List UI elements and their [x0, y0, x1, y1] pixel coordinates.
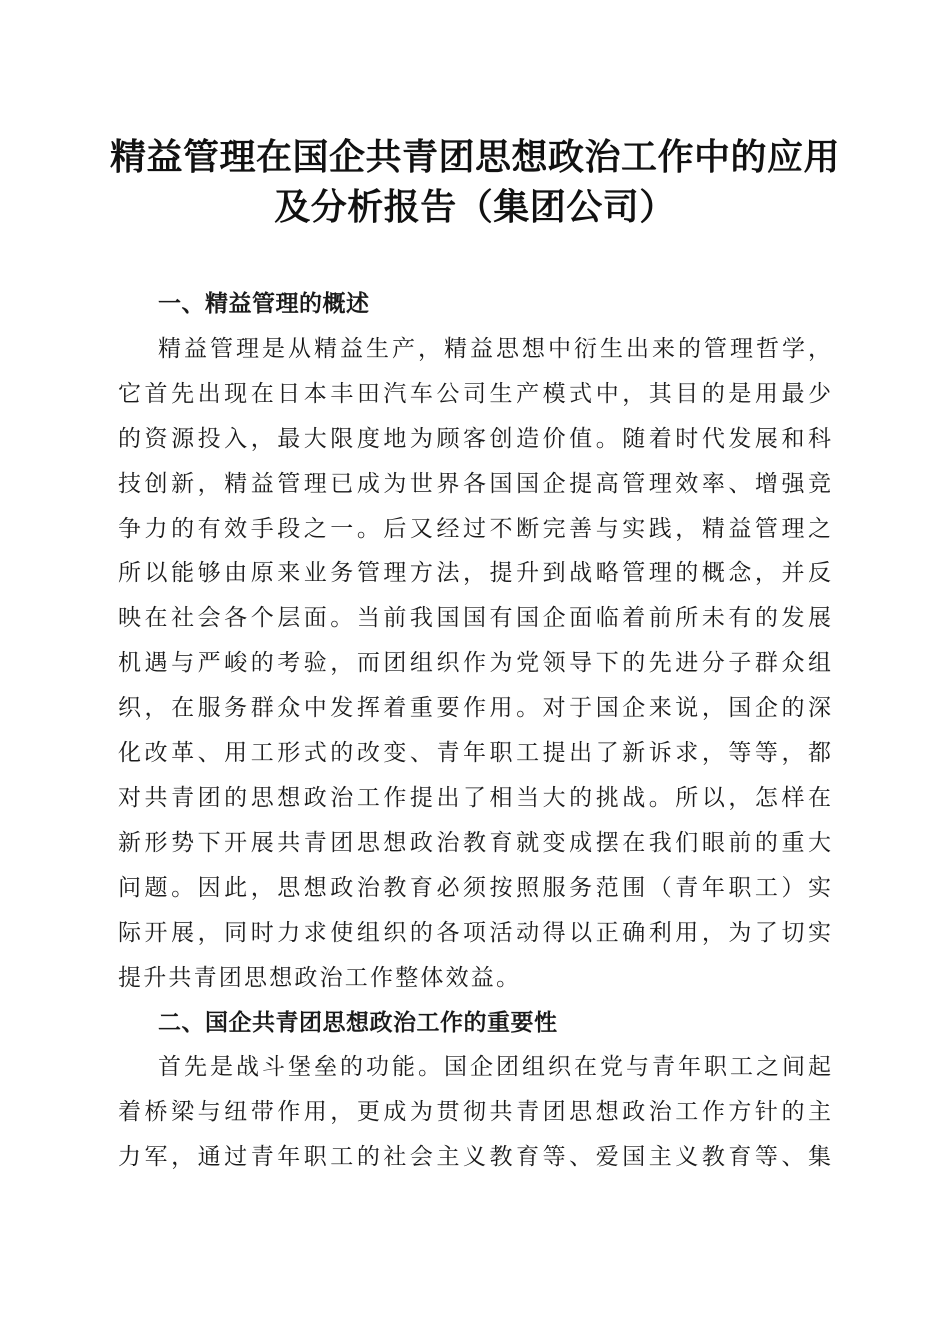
section-heading-overview: 一、精益管理的概述: [158, 291, 370, 317]
title-line-1: 精益管理在国企共青团思想政治工作中的应用: [109, 136, 840, 178]
title-line-2: 及分析报告（集团公司）: [274, 186, 676, 228]
paragraph-line: 争力的有效手段之一。后又经过不断完善与实践，精益管理之: [118, 515, 831, 542]
paragraph-line: 机遇与严峻的考验，而团组织作为党领导下的先进分子群众组: [118, 650, 831, 677]
paragraph-line: 它首先出现在日本丰田汽车公司生产模式中，其目的是用最少: [118, 380, 831, 407]
document-title: [100, 132, 850, 232]
section-heading-importance: 二、国企共青团思想政治工作的重要性: [158, 1009, 558, 1036]
paragraph-line: 对共青团的思想政治工作提出了相当大的挑战。所以，怎样在: [118, 784, 831, 811]
paragraph-line: 际开展，同时力求使组织的各项活动得以正确利用，为了切实: [118, 919, 831, 946]
paragraph-line: 精益管理是从精益生产，精益思想中衍生出来的管理哲学，: [158, 335, 831, 362]
paragraph-line: 问题。因此，思想政治教育必须按照服务范围（青年职工）实: [118, 874, 831, 901]
paragraph-line: 首先是战斗堡垒的功能。国企团组织在党与青年职工之间起: [158, 1054, 831, 1081]
paragraph-line: 提升共青团思想政治工作整体效益。: [118, 964, 522, 991]
paragraph-line: 所以能够由原来业务管理方法，提升到战略管理的概念，并反: [118, 560, 831, 587]
paragraph-line: 化改革、用工形式的改变、青年职工提出了新诉求，等等，都: [118, 740, 831, 767]
paragraph-line: 映在社会各个层面。当前我国国有国企面临着前所未有的发展: [118, 605, 831, 632]
section-paragraph-overview: [118, 327, 831, 1001]
paragraph-line: 的资源投入，最大限度地为顾客创造价值。随着时代发展和科: [118, 425, 831, 452]
paragraph-line: 技创新，精益管理已成为世界各国国企提高管理效率、增强竞: [118, 470, 831, 497]
section-paragraph-importance: [118, 1045, 831, 1180]
document-body: [118, 282, 831, 1180]
paragraph-line: 新形势下开展共青团思想政治教育就变成摆在我们眼前的重大: [118, 829, 831, 856]
paragraph-line: 织，在服务群众中发挥着重要作用。对于国企来说，国企的深: [118, 695, 831, 722]
paragraph-line: 力军，通过青年职工的社会主义教育等、爱国主义教育等、集: [118, 1144, 831, 1171]
paragraph-line: 着桥梁与纽带作用，更成为贯彻共青团思想政治工作方针的主: [118, 1099, 831, 1126]
